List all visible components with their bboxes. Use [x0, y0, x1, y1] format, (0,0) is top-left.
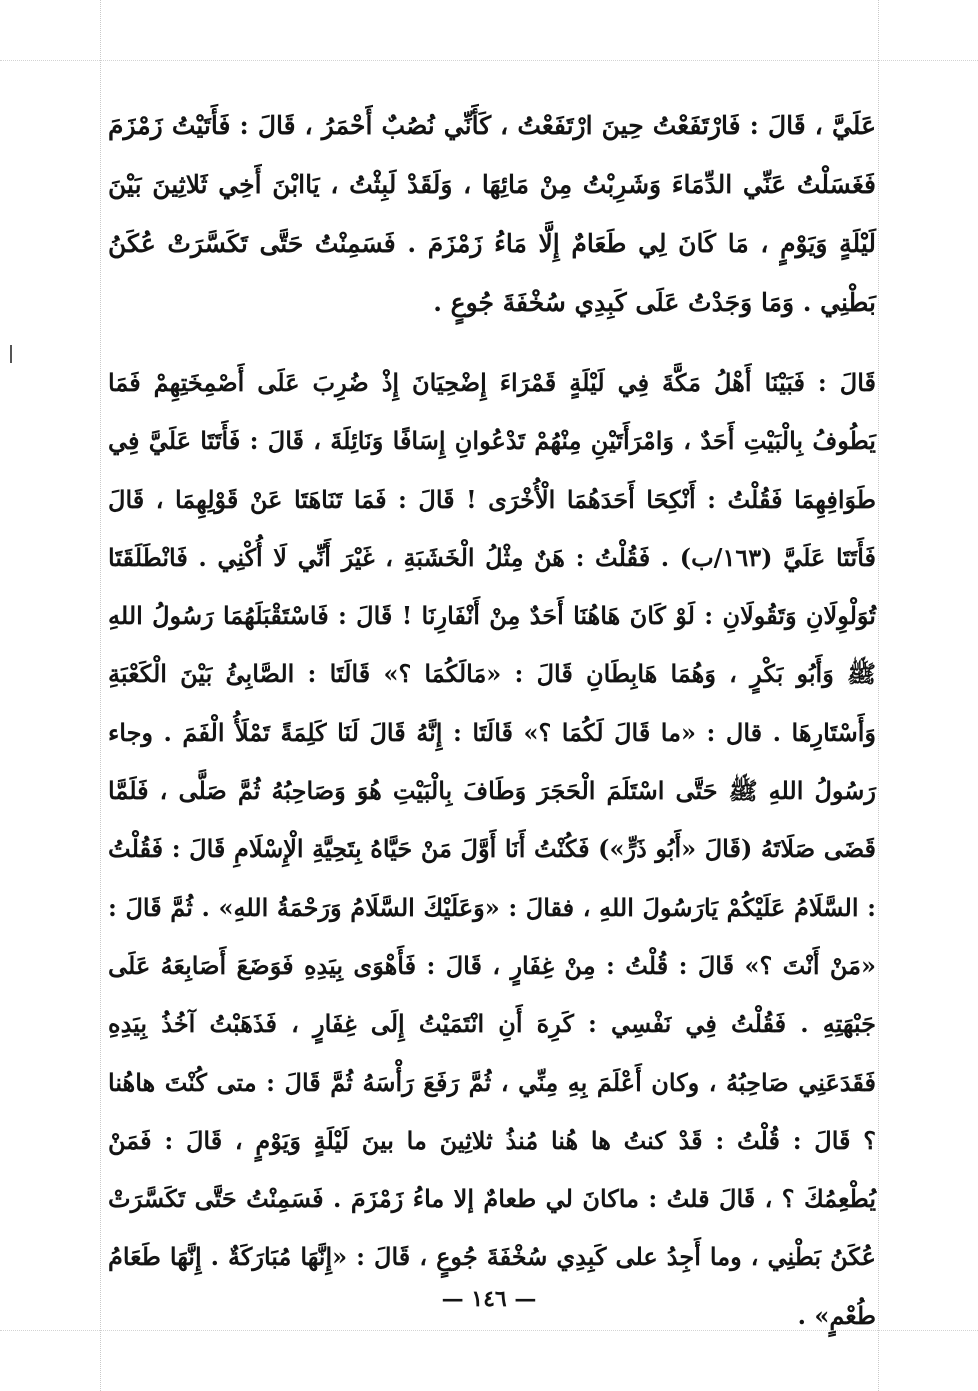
- paragraph-1: [108, 96, 876, 332]
- margin-guide-right: [878, 0, 879, 1391]
- paragraph-2-text: قَالَ : فَبَيْنَا أَهْلُ مَكَّةَ فِي لَيْلَةٍ قَمْرَاءَ إِضْحِيَانَ إِذْ ضُرِبَ عَلَى أَصْمِخَتِهِمْ فَمَا يَطُوفُ بِالْبَيْتِ أَحَدٌ ، وَامْرَأَتَيْنِ مِنْهُمْ تَدْعُوانِ إِسَافًا وَنَائِلَةَ ، قَالَ : فَأَتَتَا عَلَيَّ فِي طَوَافِهِمَا فَقُلْتُ : أَنْكِحَا أَحَدَهُمَا الْأُخْرَى ! قَالَ : فَمَا تَنَاهَتَا عَنْ قَوْلِهِمَا ، قَالَ فَأَتَتَا عَلَيَّ (١٦٣/ب) . فَقُلْتُ : هَنٌ مِثْلُ الْخَشَبَةِ ، غَيْرَ أَنِّي لَا أُكْنِي . فَانْطَلَقَتَا تُوَلْوِلَانِ وَتَقُولَانِ : لَوْ كَانَ هَاهُنَا أَحَدٌ مِنْ أَنْفَارِنَا ! قَالَ : فَاسْتَقْبَلَهُمَا رَسُولُ اللهِ ﷺ وَأَبُو بَكْرٍ ، وَهُمَا هَابِطَانِ قَالَ : «مَالَكُمَا ؟» قَالَتَا : الصَّابِئُ بَيْنَ الْكَعْبَةِ وَأَسْتَارِهَا . قال : «ما قَالَ لَكُمَا ؟» قَالَتَا : إِنَّهُ قَالَ لَنَا كَلِمَةً تَمْلَأُ الْفَمَ . وجاء رَسُولُ اللهِ ﷺ حَتَّى اسْتَلَمَ الْحَجَرَ وَطَافَ بِالْبَيْتِ هُوَ وَصَاحِبُهُ ثُمَّ صَلَّى ، فَلَمَّا قَضَى صَلَاتَهُ (قَالَ «أَبُو ذَرٍّ») فَكُنْتُ أَنَا أَوَّلَ مَنْ حَيَّاهُ بِتَحِيَّةِ الْإِسْلَامِ قَالَ : فَقُلْتُ : السَّلَامُ عَلَيْكُمْ يَارَسُولَ اللهِ ، فقالَ : «وَعَلَيْكَ السَّلَامُ وَرَحْمَةُ اللهِ» . ثُمَّ قَالَ : «مَنْ أَنْتَ ؟» قَالَ : قُلْتُ : مِنْ غِفَارٍ ، قَالَ : فَأَهْوَى بِيَدِهِ فَوَضَعَ أَصَابِعَهُ عَلَى جَبْهَتِهِ . فَقُلْتُ فِي نَفْسِي : كَرِهَ أَنِ انْتَمَيْتُ إِلَى غِفَارٍ ، فَذَهَبْتُ آخُذُ بِيَدِهِ فَقَدَعَنِي صَاحِبُهُ ، وكان أَعْلَمَ بِهِ مِنِّي ، ثُمَّ رَفَعَ رَأْسَهُ ثُمَّ قَالَ : متى كُنْتَ هاهُنا ؟ قَالَ : قُلْتُ : قَدْ كنتُ ها هُنا مُنذُ ثلاثِينَ ما بينَ لَيْلَةٍ وَيَوْمٍ ، قَالَ : فَمَنْ يُطْعِمُكَ ؟ ، قَالَ قلتُ : ماكانَ لي طعامٌ إلا ماءُ زَمْزَمَ . فَسَمِنْتُ حَتَّى تَكَسَّرَتْ عُكَنُ بَطْنِي ، وما أَجِدُ على كَبِدِي سُخْفَةَ جُوعٍ ، قَالَ : «إِنَّهَا مُبَارَكَةٌ . إِنَّهَا طَعَامُ طُعْمٍ» .: [108, 368, 876, 1330]
- margin-guide-left: [100, 0, 101, 1391]
- paragraph-2: [108, 354, 876, 1345]
- scan-mark: [10, 345, 12, 363]
- paragraph-1-text: عَلَيَّ ، قَالَ : فَارْتَفَعْتُ حِينَ ارْتَفَعْتُ ، كَأَنِّي نُصُبٌ أَحْمَرُ ، قَالَ : فَأَتَيْتُ زَمْزَمَ فَغَسَلْتُ عَنِّي الدِّمَاءَ وَشَرِبْتُ مِنْ مَائِهَا ، وَلَقَدْ لَبِثْتُ ، يَاابْنَ أَخِي ثَلاثِينَ بَيْنَ لَيْلَةٍ وَيَوْمٍ ، مَا كَانَ لِي طَعَامٌ إِلَّا مَاءُ زَمْزَمَ . فَسَمِنْتُ حَتَّى تَكَسَّرَتْ عُكَنُ بَطْنِي . وَمَا وَجَدْتُ عَلَى كَبِدِي سُخْفَةَ جُوعٍ .: [108, 111, 876, 317]
- margin-guide-top: [0, 60, 978, 61]
- page-number: — ١٤٦ —: [441, 1286, 537, 1312]
